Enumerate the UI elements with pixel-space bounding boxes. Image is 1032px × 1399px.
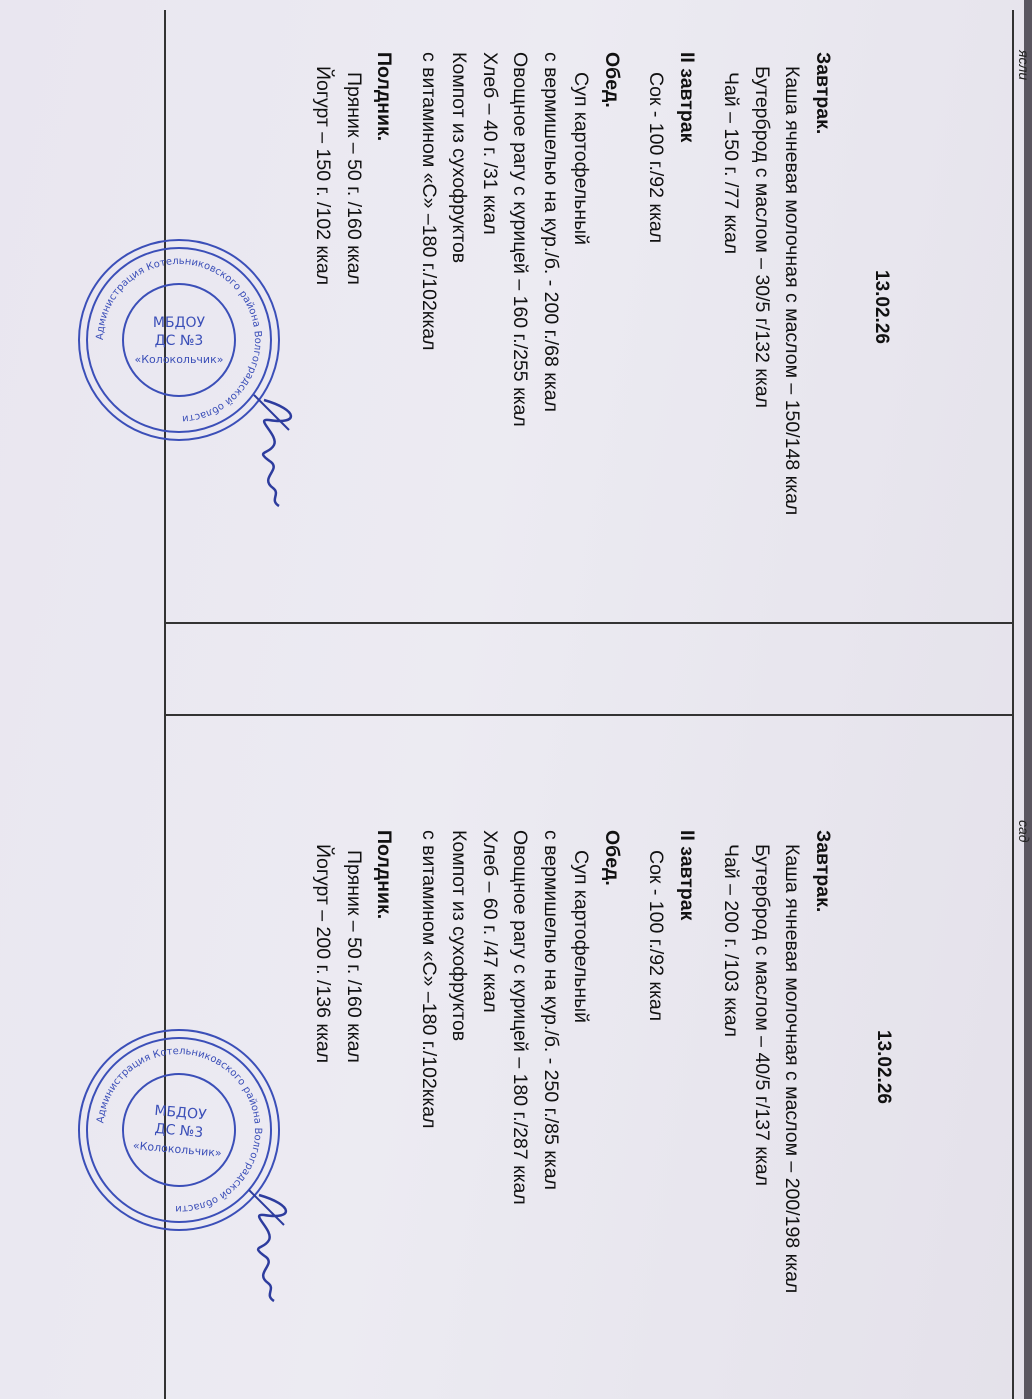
menu-item: Компот из сухофруктов xyxy=(448,830,471,1042)
menu-item: с витамином «С» –180 г./102ккал xyxy=(418,830,440,1129)
menu-item: Чай – 150 г. /77 ккал xyxy=(720,72,743,255)
snack-heading: Полдник. xyxy=(373,830,396,920)
lunch-heading: Обед. xyxy=(601,52,623,108)
signature-left xyxy=(239,390,309,510)
second-breakfast-heading: II завтрак xyxy=(676,52,698,143)
divider-line-1 xyxy=(164,622,1014,624)
group-tag-kindergarten: сад xyxy=(1016,820,1032,843)
menu-item: Йогурт – 150 г. /102 ккал xyxy=(312,66,335,286)
menu-item: Каша ячневая молочная с маслом – 200/198 ккал xyxy=(781,844,804,1294)
breakfast-heading: Завтрак. xyxy=(812,52,834,135)
menu-item: Суп картофельный xyxy=(570,72,593,246)
stamp-line-2: ДС №3 xyxy=(154,333,204,349)
menu-item: Овощное рагу с курицей – 180 г./287 ккал xyxy=(509,830,532,1205)
menu-item: Йогурт – 200 г. /136 ккал xyxy=(312,844,335,1064)
stamp-line-1: МБДОУ xyxy=(152,315,206,331)
stamp-ring-text: Администрация Котельниковского района Волгоградской области xyxy=(94,255,264,424)
stamp-line-3: «Колокольчик» xyxy=(132,1139,223,1160)
menu-item: Чай – 200 г. /103 ккал xyxy=(720,844,743,1038)
lunch-heading: Обед. xyxy=(601,830,623,886)
menu-item: Хлеб – 40 г. /31 ккал xyxy=(479,52,501,235)
menu-item: Пряник – 50 г. /160 ккал xyxy=(343,72,365,285)
menu-item: Бутерброд с маслом – 40/5 г/137 ккал xyxy=(751,844,773,1187)
group-tag-nursery: ясли xyxy=(1016,50,1032,81)
stamp-ring-text: Администрация Котельниковского района Волгоградской области xyxy=(95,1045,264,1215)
stamp-line-1: МБДОУ xyxy=(153,1102,208,1124)
menu-item: Бутерброд с маслом – 30/5 г/132 ккал xyxy=(751,66,773,409)
stamp-line-2: ДС №3 xyxy=(153,1120,204,1142)
menu-item: Сок - 100 г./92 ккал xyxy=(645,850,668,1022)
menu-block-kindergarten xyxy=(308,830,838,1293)
divider-line-2 xyxy=(164,714,1014,716)
menu-item: Сок - 100 г./92 ккал xyxy=(645,72,668,244)
menu-item: с вермишелью на кур./б. - 250 г./85 ккал xyxy=(540,830,562,1190)
menu-item: Овощное рагу с курицей – 160 г./255 ккал xyxy=(509,52,532,427)
frame-top-line xyxy=(1012,10,1014,1399)
menu-item: с вермишелью на кур./б. - 200 г./68 ккал xyxy=(540,52,562,412)
menu-item: Каша ячневая молочная с маслом – 150/148 ккал xyxy=(781,66,804,516)
snack-heading: Полдник. xyxy=(373,52,396,142)
menu-item: Хлеб – 60 г. /47 ккал xyxy=(479,830,501,1013)
menu-block-nursery xyxy=(308,52,838,515)
date-title-kindergarten: 13.02.26 xyxy=(873,1030,894,1104)
menu-item: Суп картофельный xyxy=(570,850,593,1024)
menu-item: Пряник – 50 г. /160 ккал xyxy=(343,850,365,1063)
menu-item: с витамином «С» –180 г./102ккал xyxy=(418,52,440,351)
breakfast-heading: Завтрак. xyxy=(812,830,834,913)
second-breakfast-heading: II завтрак xyxy=(676,830,698,921)
signature-right xyxy=(234,1185,304,1305)
stamp-line-3: «Колокольчик» xyxy=(134,353,224,366)
date-title-nursery: 13.02.26 xyxy=(871,270,892,344)
menu-item: Компот из сухофруктов xyxy=(448,52,471,264)
